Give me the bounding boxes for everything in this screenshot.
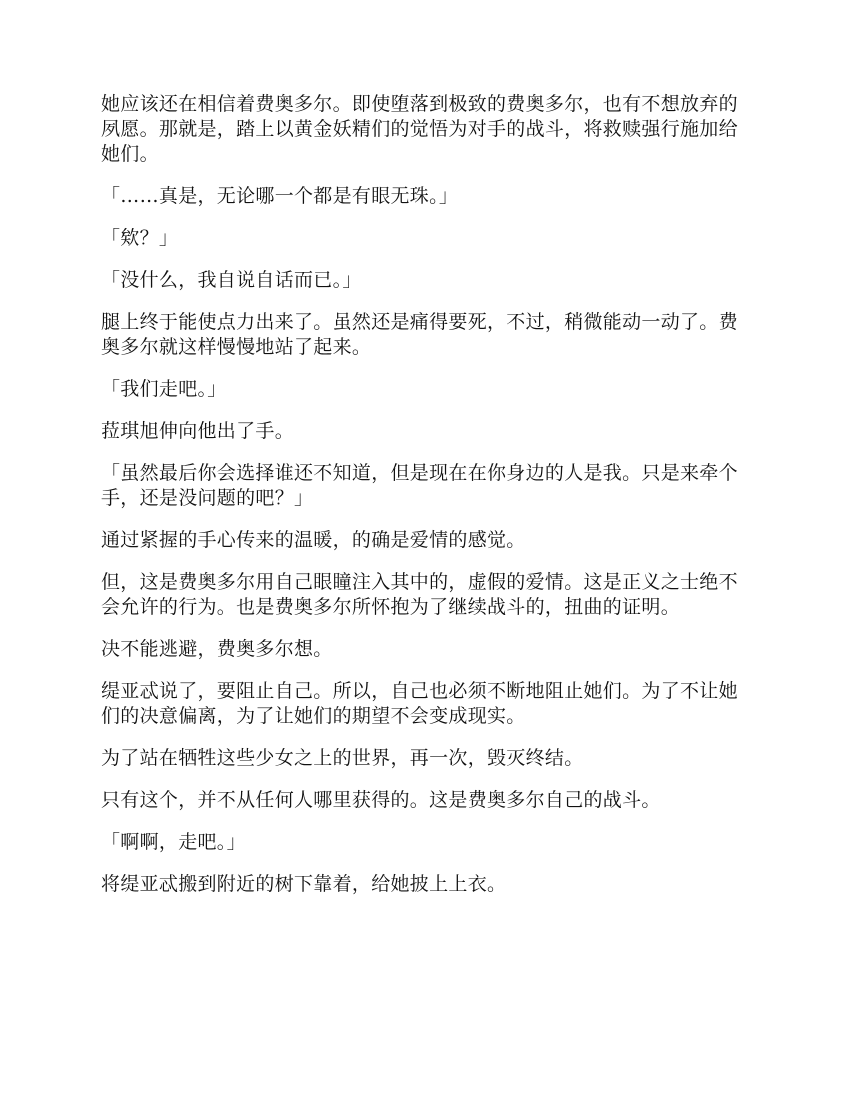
document-page <box>101 92 751 914</box>
paragraph: 腿上终于能使点力出来了。虽然还是痛得要死，不过，稍微能动一动了。费奥多尔就这样慢慢地站了起来。 <box>101 311 738 358</box>
paragraph: 决不能逃避，费奥多尔想。 <box>101 638 333 660</box>
paragraph: 「……真是，无论哪一个都是有眼无珠。」 <box>101 185 459 207</box>
paragraph: 菈琪旭伸向他出了手。 <box>101 420 295 442</box>
paragraph: 「啊啊，走吧。」 <box>101 831 246 853</box>
paragraph: 「没什么，我自说自话而已。」 <box>101 269 362 291</box>
paragraph: 「我们走吧。」 <box>101 378 227 400</box>
paragraph: 通过紧握的手心传来的温暖，的确是爱情的感觉。 <box>101 529 526 551</box>
paragraph: 只有这个，并不从任何人哪里获得的。这是费奥多尔自己的战斗。 <box>101 789 661 811</box>
paragraph: 她应该还在相信着费奥多尔。即使堕落到极致的费奥多尔，也有不想放弃的夙愿。那就是，踏上以黄金妖精们的觉悟为对手的战斗，将救赎强行施加给她们。 <box>101 93 738 165</box>
paragraph: 「虽然最后你会选择谁还不知道，但是现在在你身边的人是我。只是来牵个手，还是没问题的吧？」 <box>101 462 738 509</box>
paragraph: 将缇亚忒搬到附近的树下靠着，给她披上上衣。 <box>101 873 507 895</box>
paragraph: 「欸？」 <box>101 227 179 249</box>
paragraph: 缇亚忒说了，要阻止自己。所以，自己也必须不断地阻止她们。为了不让她们的决意偏离，为了让她们的期望不会变成现实。 <box>101 680 738 727</box>
paragraph: 为了站在牺牲这些少女之上的世界，再一次，毁灭终结。 <box>101 747 584 769</box>
paragraph: 但，这是费奥多尔用自己眼瞳注入其中的，虚假的爱情。这是正义之士绝不会允许的行为。也是费奥多尔所怀抱为了继续战斗的，扭曲的证明。 <box>101 571 738 618</box>
